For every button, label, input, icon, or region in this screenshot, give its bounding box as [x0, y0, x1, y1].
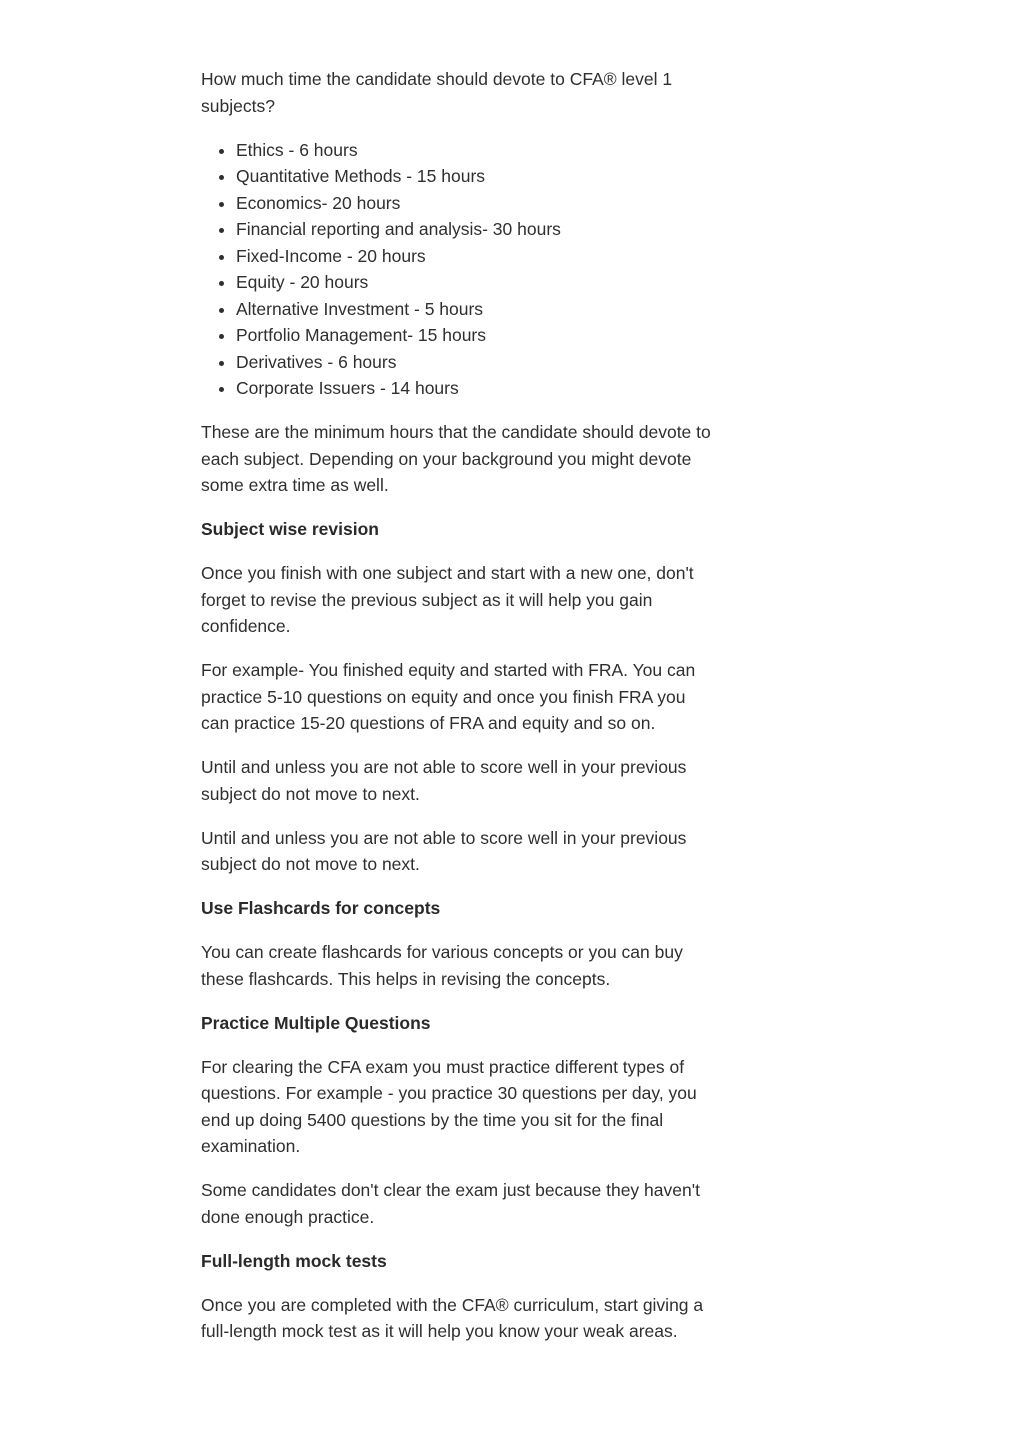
list-item: • Alternative Investment - 5 hours [236, 296, 713, 323]
list-item: • Equity - 20 hours [236, 269, 713, 296]
paragraph: Once you are completed with the CFA® curriculum, start giving a full-length mock test as it will help you know your weak areas. [201, 1294, 704, 1341]
paragraph: For clearing the CFA exam you must practice different types of questions. For example - you practice 30 questions per day, you end up doing 5400 questions by the time you sit for the final examination. [201, 1056, 697, 1156]
paragraph: For example- You finished equity and started with FRA. You can practice 5-10 questions on equity and once you finish FRA you can practice 15-20 questions of FRA and equity and so on. [201, 660, 696, 733]
section-heading-revision: Subject wise revision [201, 519, 379, 539]
list-item: • Financial reporting and analysis- 30 hours [236, 216, 713, 243]
list-item: • Ethics - 6 hours [236, 137, 713, 164]
paragraph: Once you finish with one subject and start with a new one, don't forget to revise the previous subject as it will help you gain confidence. [201, 563, 694, 636]
list-item: • Corporate Issuers - 14 hours [236, 375, 713, 402]
section-heading-practice: Practice Multiple Questions [201, 1012, 431, 1033]
list-item: • Quantitative Methods - 15 hours [236, 163, 713, 190]
list-item: • Derivatives - 6 hours [236, 349, 713, 376]
article-body [201, 66, 713, 1362]
subject-hours-list [201, 137, 713, 402]
paragraph: You can create flashcards for various concepts or you can buy these flashcards. This helps in revising the concepts. [201, 942, 683, 989]
paragraph: Some candidates don't clear the exam just because they haven't done enough practice. [201, 1180, 700, 1227]
intro-question: How much time the candidate should devote to CFA® level 1 subjects? [201, 69, 673, 116]
list-item: • Economics- 20 hours [236, 190, 713, 217]
paragraph: Until and unless you are not able to score well in your previous subject do not move to next. [201, 827, 687, 874]
section-heading-mock-tests: Full-length mock tests [201, 1250, 387, 1271]
paragraph: Until and unless you are not able to score well in your previous subject do not move to next. [201, 757, 687, 804]
list-item: • Fixed-Income - 20 hours [236, 243, 713, 270]
minimum-hours-note: These are the minimum hours that the candidate should devote to each subject. Depending on your background you might devote some extra time as well. [201, 422, 711, 495]
section-heading-flashcards: Use Flashcards for concepts [201, 898, 441, 918]
list-item: • Portfolio Management- 15 hours [236, 322, 713, 349]
